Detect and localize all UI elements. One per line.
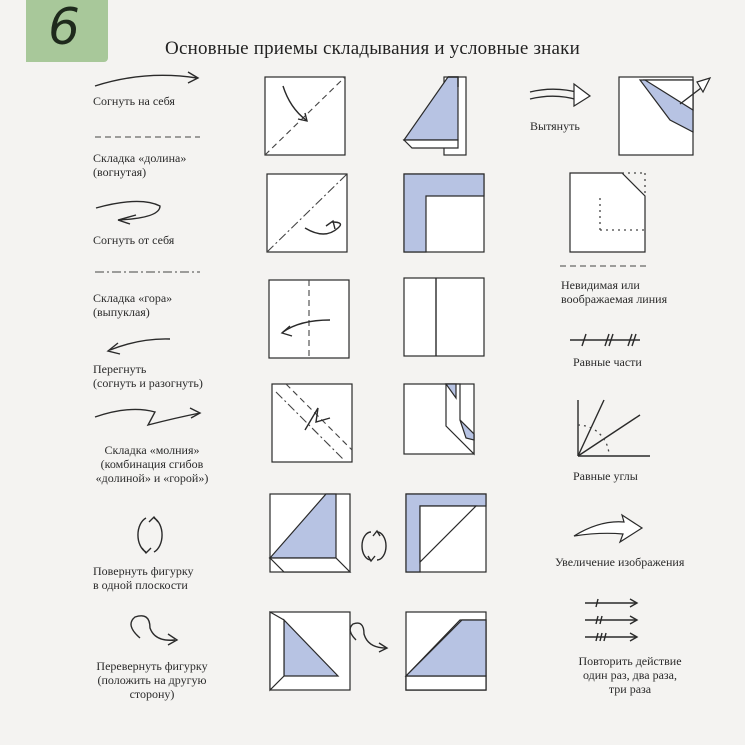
legend-label-valley: Складка «долина» (вогнутая) — [93, 151, 187, 179]
legend-label-flip: Перевернуть фигурку (положить на другую сторону) — [96, 659, 208, 701]
page-title: Основные приемы складывания и условные знаки — [165, 38, 580, 59]
legend-label-enlarge: Увеличение изображения — [555, 555, 685, 569]
equal-angles-icon — [578, 400, 650, 456]
legend-label-rotate: Повернуть фигурку в одной плоскости — [93, 564, 194, 592]
legend-label-invisible-line: Невидимая или воображаемая линия — [561, 278, 668, 306]
legend-label-equal-parts: Равные части — [573, 355, 642, 369]
pull-out-arrow-icon — [530, 84, 590, 106]
legend-label-mountain: Складка «гора» (выпуклая) — [93, 291, 173, 319]
repeat-arrows-icon — [585, 599, 637, 641]
diagram-pull-out — [619, 77, 710, 155]
chapter-number: 6 — [48, 0, 80, 56]
legend-label-repeat: Повторить действие один раз, два раза, три раза — [578, 654, 682, 696]
legend-label-fold-away: Согнуть от себя — [93, 233, 175, 247]
equal-parts-icon — [570, 334, 640, 346]
legend-label-zigzag: Складка «молния» (комбинация сгибов «долиной» и «горой») — [95, 443, 209, 485]
legend-label-equal-angles: Равные углы — [573, 469, 638, 483]
legend-label-pull-out: Вытянуть — [530, 119, 580, 133]
diagram-invisible-line — [570, 173, 645, 252]
legend-label-fold-unfold: Перегнуть (согнуть и разогнуть) — [93, 362, 203, 390]
enlarge-arrow-icon — [574, 515, 642, 542]
legend-label-fold-toward: Согнуть на себя — [93, 94, 175, 108]
